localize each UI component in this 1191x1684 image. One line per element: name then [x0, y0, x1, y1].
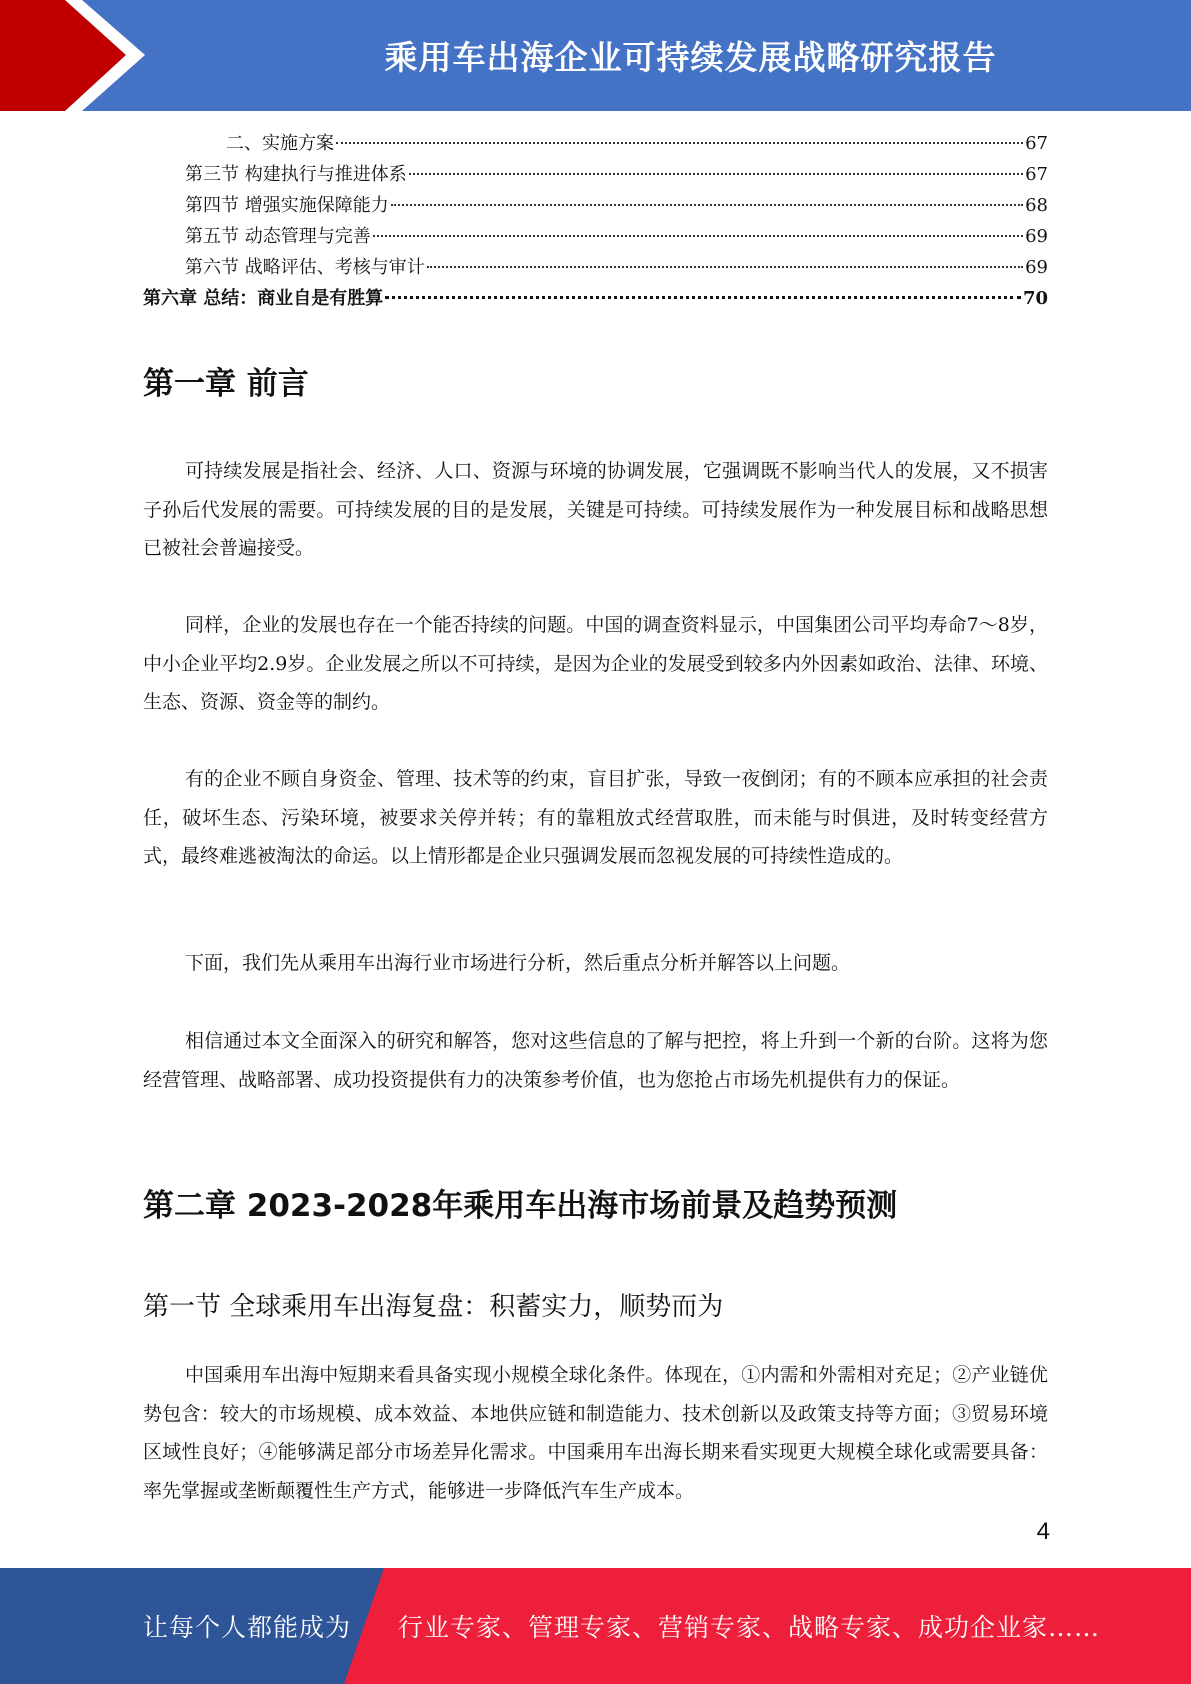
toc-entry-page: 69	[1025, 257, 1048, 278]
page-number: 4	[1036, 1518, 1050, 1545]
body-paragraph: 相信通过本文全面深入的研究和解答，您对这些信息的了解与把控，将上升到一个新的台阶。这将为您经营管理、战略部署、成功投资提供有力的决策参考价值，也为您抢占市场先机提供有力的保证。	[143, 1030, 1048, 1091]
toc-entry-page: 67	[1025, 164, 1048, 185]
chapter-heading: 第一章 前言	[143, 366, 309, 402]
toc-dot-leader	[409, 172, 1023, 175]
toc-entry-page: 70	[1022, 288, 1048, 309]
toc-entry-label: 第五节 动态管理与完善	[185, 226, 371, 247]
toc-dot-leader	[373, 234, 1023, 237]
chapter-heading: 第二章 2023-2028年乘用车出海市场前景及趋势预测	[143, 1188, 898, 1224]
page-footer	[0, 1568, 1191, 1684]
toc-entry[interactable]	[143, 252, 1048, 283]
header-chevron-decoration	[0, 0, 160, 111]
toc-entry-page: 67	[1025, 133, 1048, 154]
toc-entry-page: 69	[1025, 226, 1048, 247]
toc-entry-label: 第四节 增强实施保障能力	[185, 195, 389, 216]
toc-dot-leader	[427, 265, 1023, 268]
body-paragraph: 有的企业不顾自身资金、管理、技术等的约束，盲目扩张，导致一夜倒闭；有的不顾本应承担的社会责任，破坏生态、污染环境，被要求关停并转；有的靠粗放式经营取胜，而未能与时俱进，及时转变经营方式，最终难逃被淘汰的命运。以上情形都是企业只强调发展而忽视发展的可持续性造成的。	[143, 768, 1048, 867]
table-of-contents	[143, 128, 1048, 314]
body-paragraph: 下面，我们先从乘用车出海行业市场进行分析，然后重点分析并解答以上问题。	[185, 952, 851, 974]
toc-entry[interactable]	[143, 283, 1048, 314]
toc-entry-label: 二、实施方案	[226, 133, 334, 154]
report-title: 乘用车出海企业可持续发展战略研究报告	[384, 38, 997, 77]
toc-entry[interactable]	[143, 128, 1048, 159]
footer-slogan-right: 行业专家、管理专家、营销专家、战略专家、成功企业家……	[398, 1613, 1101, 1642]
body-paragraph: 同样，企业的发展也存在一个能否持续的问题。中国的调查资料显示，中国集团公司平均寿命7～8岁，中小企业平均2.9岁。企业发展之所以不可持续，是因为企业的发展受到较多内外因素如政治、法律、环境、生态、资源、资金等的制约。	[143, 614, 1048, 713]
toc-entry-label: 第六章 总结：商业自是有胜算	[143, 288, 384, 309]
page-header	[0, 0, 1191, 111]
footer-slogan-left: 让每个人都能成为	[143, 1613, 352, 1642]
toc-dot-leader	[391, 203, 1023, 206]
body-paragraph: 中国乘用车出海中短期来看具备实现小规模全球化条件。体现在，①内需和外需相对充足；②产业链优势包含：较大的市场规模、成本效益、本地供应链和制造能力、技术创新以及政策支持等方面；③贸易环境区域性良好；④能够满足部分市场差异化需求。中国乘用车出海长期来看实现更大规模全球化或需要具备：率先掌握或垄断颠覆性生产方式，能够进一步降低汽车生产成本。	[143, 1364, 1048, 1502]
body-paragraph: 可持续发展是指社会、经济、人口、资源与环境的协调发展，它强调既不影响当代人的发展，又不损害子孙后代发展的需要。可持续发展的目的是发展，关键是可持续。可持续发展作为一种发展目标和战略思想已被社会普遍接受。	[143, 460, 1048, 559]
toc-entry[interactable]	[143, 190, 1048, 221]
section-heading: 第一节 全球乘用车出海复盘：积蓄实力，顺势而为	[143, 1292, 724, 1322]
toc-dot-leader	[385, 295, 1021, 299]
toc-entry-label: 第六节 战略评估、考核与审计	[185, 257, 425, 278]
toc-dot-leader	[336, 141, 1023, 144]
toc-entry[interactable]	[143, 221, 1048, 252]
toc-entry-page: 68	[1025, 195, 1048, 216]
toc-entry[interactable]	[143, 159, 1048, 190]
toc-entry-label: 第三节 构建执行与推进体系	[185, 164, 407, 185]
